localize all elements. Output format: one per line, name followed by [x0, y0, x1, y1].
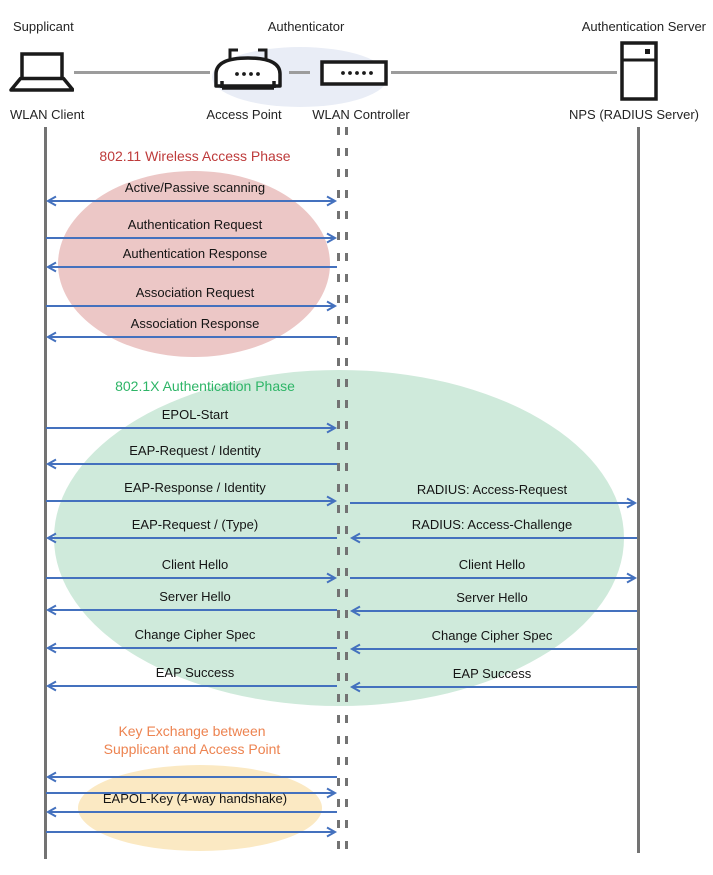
actor-role-authenticator: Authenticator [267, 19, 345, 34]
message-label: Association Response [130, 316, 260, 331]
message-label: RADIUS: Access-Challenge [411, 517, 573, 532]
message-label: Server Hello [159, 589, 231, 604]
message-label: EAPOL-Key (4-way handshake) [102, 791, 288, 806]
message-label: Client Hello [458, 557, 526, 572]
phase-title: Key Exchange between Supplicant and Access Point [103, 723, 281, 757]
message-label: EPOL-Start [161, 407, 229, 422]
message-label: RADIUS: Access-Request [416, 482, 568, 497]
actor-role-supplicant: Supplicant [13, 19, 74, 34]
message-label: EAP-Response / Identity [124, 480, 266, 495]
message-label: Client Hello [161, 557, 229, 572]
message-label: Authentication Request [127, 217, 263, 232]
message-label: EAP-Request / (Type) [131, 517, 259, 532]
message-label: Change Cipher Spec [431, 628, 553, 643]
message-label: Authentication Response [122, 246, 268, 261]
message-label: Server Hello [456, 590, 528, 605]
actor-role-authentication-server: Authentication Server [581, 19, 706, 34]
message-label: EAP Success [452, 666, 532, 681]
phase-title: 802.1X Authentication Phase [115, 378, 295, 394]
device-label-wlan-controller: WLAN Controller [312, 107, 410, 122]
message-label: Active/Passive scanning [124, 180, 266, 195]
message-label: EAP-Request / Identity [129, 443, 261, 458]
phase-title: 802.11 Wireless Access Phase [99, 148, 291, 164]
device-label-access-point: Access Point [206, 107, 282, 122]
device-label-wlan-client: WLAN Client [10, 107, 85, 122]
message-label: Association Request [135, 285, 255, 300]
message-label: Change Cipher Spec [134, 627, 256, 642]
message-label: EAP Success [155, 665, 235, 680]
device-label-nps-radius-server: NPS (RADIUS Server) [568, 107, 700, 122]
